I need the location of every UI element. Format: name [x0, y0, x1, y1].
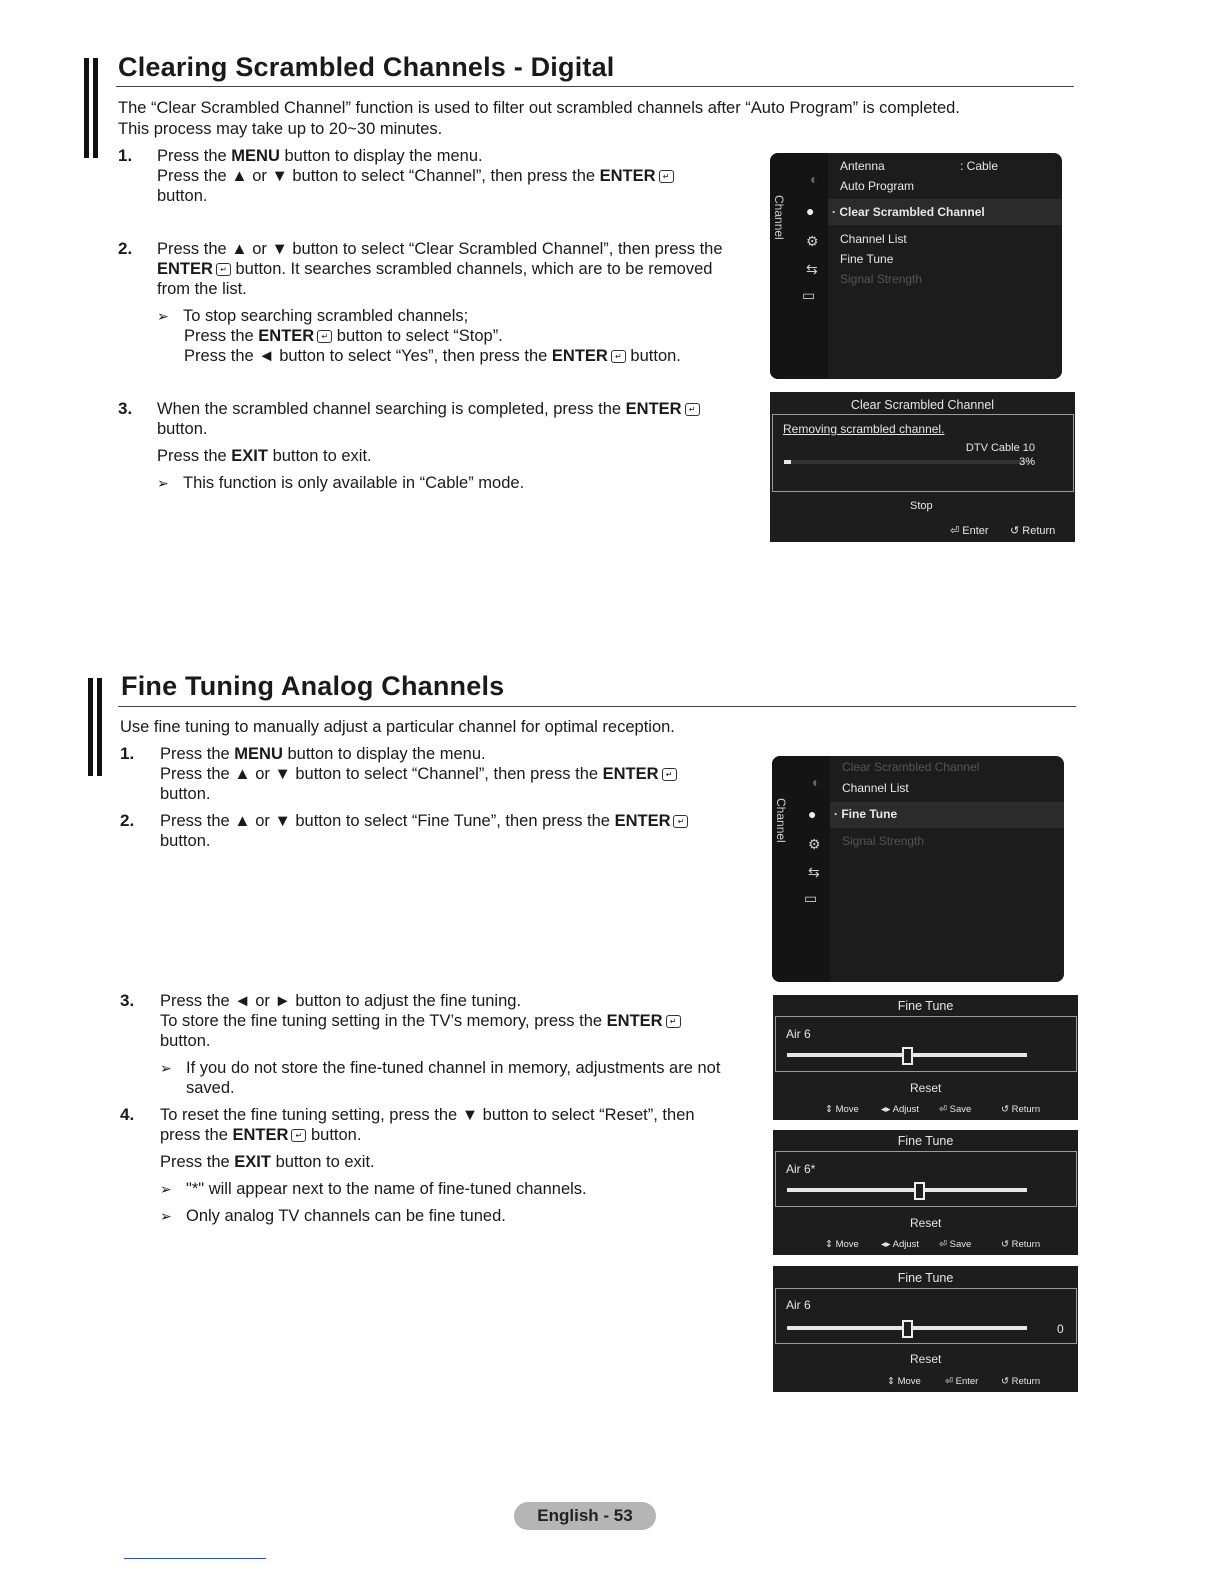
stop-button[interactable]: Stop — [910, 500, 933, 512]
note: ➢ Only analog TV channels can be fine tuned. — [160, 1207, 506, 1225]
enter-hint: ⏎ Enter — [950, 525, 989, 537]
enter-hint: ⏎ Enter — [945, 1376, 979, 1387]
fine-tune-knob[interactable] — [902, 1047, 913, 1065]
return-icon: ↺ — [1010, 525, 1023, 537]
fine-tune-track — [787, 1188, 1027, 1192]
channel-menu-screenshot — [770, 153, 1062, 379]
section-title-scrambled: Clearing Scrambled Channels - Digital — [118, 52, 615, 82]
enter-icon: ↵ — [685, 403, 700, 416]
note-arrow-icon: ➢ — [160, 1181, 172, 1197]
save-hint: ⏎ Save — [939, 1104, 972, 1115]
step-text: press the ENTER ↵ button. — [160, 1126, 362, 1144]
note: ➢ To stop searching scrambled channels; — [157, 307, 469, 325]
menu-sidebar — [772, 756, 830, 982]
enter-icon: ↵ — [216, 263, 231, 276]
footer-rule — [124, 1558, 266, 1559]
step-text: Press the EXIT button to exit. — [157, 447, 372, 465]
menu-item: Antenna — [840, 159, 885, 173]
step-text: button. — [157, 420, 208, 438]
step-text: Press the ▲ or ▼ button to select “Clear Scrambled Channel”, then press the — [157, 240, 723, 258]
dialog-title: Fine Tune — [897, 1134, 954, 1148]
step-text: button. — [160, 832, 211, 850]
section-rule — [116, 86, 1074, 87]
note: ➢ If you do not store the fine-tuned channel in memory, adjustments are not — [160, 1059, 721, 1077]
enter-icon: ↵ — [291, 1129, 306, 1142]
menu-item: Auto Program — [840, 179, 915, 193]
step-text: To reset the fine tuning setting, press the ▼ button to select “Reset”, then — [160, 1106, 695, 1124]
intro-line-2: This process may take up to 20~30 minutes. — [118, 120, 443, 138]
enter-icon: ↵ — [673, 815, 688, 828]
section-marker-bars — [88, 678, 102, 776]
reset-button[interactable]: Reset — [910, 1216, 942, 1230]
enter-icon: ↵ — [666, 1015, 681, 1028]
note-text: Press the ENTER ↵ button to select “Stop”. — [184, 327, 503, 345]
dialog-box — [775, 1151, 1077, 1207]
move-hint: ⇕ Move — [825, 1104, 859, 1115]
dialog-box — [775, 1016, 1077, 1072]
menu-sidebar — [770, 153, 828, 379]
input-icon: ⇆ — [808, 864, 820, 880]
step-number: 1. — [118, 146, 133, 165]
move-hint: ⇕ Move — [887, 1376, 921, 1387]
intro-line: Use fine tuning to manually adjust a particular channel for optimal reception. — [120, 718, 675, 736]
dialog-title: Clear Scrambled Channel — [850, 398, 995, 412]
page-number: English - 53 — [514, 1502, 656, 1530]
section-title-finetune: Fine Tuning Analog Channels — [121, 671, 505, 701]
section-rule — [118, 706, 1076, 707]
dialog-status: Removing scrambled channel. — [783, 422, 945, 436]
step-text: Press the ▲ or ▼ button to select “Fine Tune”, then press the ENTER ↵ — [160, 811, 688, 832]
enter-icon: ⏎ — [950, 525, 963, 537]
section-marker-bars — [84, 58, 98, 158]
progress-fill — [784, 460, 791, 464]
channel-label: Air 6 — [786, 1298, 811, 1312]
menu-side-label: Channel — [772, 195, 786, 240]
channel-label: Air 6* — [786, 1162, 816, 1176]
note-arrow-icon: ➢ — [160, 1060, 172, 1076]
dialog-percent: 3% — [1019, 456, 1035, 468]
note-arrow-icon: ➢ — [160, 1208, 172, 1224]
step-number: 4. — [120, 1105, 135, 1124]
step-text: Press the EXIT button to exit. — [160, 1153, 375, 1171]
setup-icon: ⚙ — [808, 836, 821, 852]
fine-tune-dialog — [773, 1130, 1078, 1255]
intro-line-1: The “Clear Scrambled Channel” function is used to filter out scrambled channels after “Auto Program” is completed. — [118, 99, 960, 117]
return-hint: ↺ Return — [1001, 1104, 1041, 1115]
setup-icon: ⚙ — [806, 233, 819, 249]
menu-item-disabled: Signal Strength — [842, 834, 925, 848]
move-hint: ⇕ Move — [825, 1239, 859, 1250]
picture-icon: ◐ — [812, 774, 821, 790]
note-text: saved. — [186, 1079, 235, 1097]
return-hint: ↺ Return — [1001, 1376, 1041, 1387]
step-text: To store the fine tuning setting in the TV’s memory, press the ENTER ↵ — [160, 1011, 681, 1032]
step-number: 1. — [120, 744, 135, 763]
note-arrow-icon: ➢ — [157, 308, 169, 324]
menu-item-selected: · Clear Scrambled Channel — [832, 205, 985, 219]
reset-button[interactable]: Reset — [910, 1352, 942, 1366]
save-hint: ⏎ Save — [939, 1239, 972, 1250]
dialog-title: Fine Tune — [897, 999, 954, 1013]
dialog-box — [775, 1288, 1077, 1344]
dialog-title: Fine Tune — [897, 1271, 954, 1285]
application-icon: ▭ — [802, 287, 816, 303]
step-text: from the list. — [157, 280, 247, 298]
menu-item-value: : Cable — [960, 159, 999, 173]
step-text: Press the ◄ or ► button to adjust the fine tuning. — [160, 992, 522, 1010]
fine-tune-dialog — [773, 1266, 1078, 1392]
note: ➢ This function is only available in “Cable” mode. — [157, 474, 525, 492]
reset-button[interactable]: Reset — [910, 1081, 942, 1095]
step-text: button. — [160, 785, 211, 803]
fine-tune-knob[interactable] — [914, 1182, 925, 1200]
channel-icon: ● — [806, 203, 815, 219]
fine-tune-knob[interactable] — [902, 1320, 913, 1338]
enter-icon: ↵ — [662, 768, 677, 781]
menu-item: Channel List — [842, 781, 909, 795]
menu-item-disabled: Signal Strength — [840, 272, 923, 286]
note-text: Press the ◄ button to select “Yes”, then press the ENTER ↵ button. — [184, 347, 681, 365]
adjust-hint: ◂▸ Adjust — [881, 1104, 920, 1115]
fine-tune-dialog — [773, 995, 1078, 1120]
step-number: 2. — [120, 811, 135, 830]
channel-icon: ● — [808, 806, 817, 822]
step-number: 3. — [120, 991, 135, 1010]
step-number: 2. — [118, 239, 133, 258]
step-text: button. — [157, 187, 208, 205]
channel-menu-screenshot — [772, 756, 1064, 982]
step-text: Press the MENU button to display the menu. — [160, 745, 486, 763]
step-text: When the scrambled channel searching is completed, press the ENTER ↵ — [157, 399, 700, 420]
dialog-channel: DTV Cable 10 — [965, 442, 1035, 454]
picture-icon: ◐ — [810, 171, 819, 187]
note: ➢ "*" will appear next to the name of fine-tuned channels. — [160, 1180, 587, 1198]
application-icon: ▭ — [804, 890, 818, 906]
step-text: Press the MENU button to display the menu. — [157, 147, 483, 165]
note-arrow-icon: ➢ — [157, 475, 169, 491]
step-text: Press the ▲ or ▼ button to select “Channel”, then press the ENTER ↵ — [160, 764, 677, 785]
step-text: Press the ▲ or ▼ button to select “Channel”, then press the ENTER ↵ — [157, 166, 674, 187]
adjust-hint: ◂▸ Adjust — [881, 1239, 920, 1250]
input-icon: ⇆ — [806, 261, 818, 277]
progress-track — [784, 460, 1032, 464]
step-text: ENTER ↵ button. It searches scrambled channels, which are to be removed — [157, 260, 713, 278]
menu-item-selected: · Fine Tune — [834, 807, 898, 821]
menu-item: Channel List — [840, 232, 907, 246]
step-number: 3. — [118, 399, 133, 418]
step-text: button. — [160, 1032, 211, 1050]
menu-item-disabled: Clear Scrambled Channel — [842, 760, 980, 774]
menu-side-label: Channel — [774, 798, 788, 843]
enter-icon: ↵ — [659, 170, 674, 183]
enter-icon: ↵ — [317, 330, 332, 343]
clear-scrambled-dialog — [770, 392, 1075, 542]
return-hint: ↺ Return — [1010, 525, 1056, 537]
menu-item: Fine Tune — [840, 252, 894, 266]
enter-icon: ↵ — [611, 350, 626, 363]
fine-tune-value: 0 — [1057, 1322, 1064, 1336]
return-hint: ↺ Return — [1001, 1239, 1041, 1250]
channel-label: Air 6 — [786, 1027, 811, 1041]
